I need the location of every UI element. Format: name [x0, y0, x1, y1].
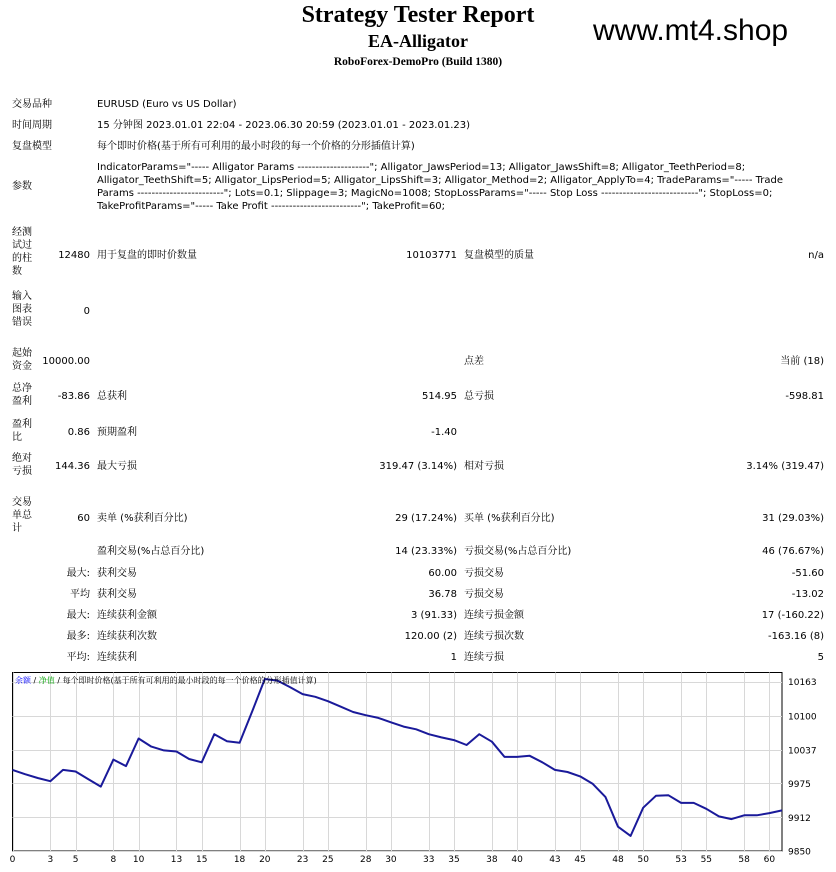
legend-part: / — [31, 676, 39, 685]
pf-label: 盈利比 — [12, 419, 32, 443]
server-build: RoboForex-DemoPro (Build 1380) — [333, 56, 503, 68]
reldd-value: 3.14% (319.47) — [746, 461, 824, 472]
absdd-label: 绝对亏损 — [12, 453, 32, 477]
cons-wins-amt-value: 3 (91.33) — [411, 610, 457, 621]
profit-trades-label: 盈利交易(%占总百分比) — [97, 546, 205, 557]
spread-label: 点差 — [464, 356, 484, 367]
netprofit-value: -83.86 — [57, 391, 90, 402]
avg-loss-label: 亏损交易 — [464, 589, 504, 600]
x-tick-label: 33 — [423, 855, 435, 865]
absdd-value: 144.36 — [55, 461, 90, 472]
pf-value: 0.86 — [67, 427, 90, 438]
netprofit-label: 总净盈利 — [12, 383, 32, 407]
spread-value: 当前 (18) — [780, 356, 824, 367]
long-label: 买单 (%获利百分比) — [464, 513, 555, 524]
max-prefix: 最大: — [66, 568, 90, 579]
errors-value: 0 — [83, 306, 90, 317]
loss-trades-label: 亏损交易(%占总百分比) — [464, 546, 572, 557]
ticks-value: 10103771 — [406, 250, 457, 261]
avg-cons-loss-value: 5 — [817, 652, 824, 663]
grossloss-label: 总亏损 — [464, 391, 494, 402]
model-value: 每个即时价格(基于所有可利用的最小时段的每一个价格的分形插值计算) — [97, 141, 415, 152]
cons-wins-amt-label: 连续获利金额 — [97, 610, 157, 621]
y-tick-label: 10163 — [788, 678, 817, 689]
x-tick-label: 58 — [738, 855, 750, 865]
bars-label: 经测试过的柱数 — [12, 227, 32, 277]
cons-loss-cnt-label: 连续亏损次数 — [464, 631, 524, 642]
y-tick-label: 9912 — [788, 813, 811, 824]
x-tick-label: 45 — [574, 855, 586, 865]
balance-chart — [9, 672, 831, 868]
x-tick-label: 50 — [637, 855, 649, 865]
short-label: 卖单 (%获利百分比) — [97, 513, 188, 524]
ticks-label: 用于复盘的即时价数量 — [97, 250, 197, 261]
x-tick-label: 20 — [259, 855, 271, 865]
site-watermark: www.mt4.shop — [593, 14, 789, 47]
x-tick-label: 25 — [322, 855, 334, 865]
max2-prefix: 最大: — [66, 610, 90, 621]
x-tick-label: 60 — [763, 855, 776, 865]
period-label: 时间周期 — [12, 120, 52, 131]
x-tick-label: 18 — [233, 855, 246, 865]
x-tick-label: 8 — [110, 855, 117, 865]
most-prefix: 最多: — [66, 631, 90, 642]
expert-name: EA-Alligator — [368, 31, 468, 51]
report-title: Strategy Tester Report — [301, 2, 535, 28]
deposit-label: 起始资金 — [12, 348, 32, 372]
cons-wins-cnt-label: 连续获利次数 — [97, 631, 157, 642]
cons-loss-amt-label: 连续亏损金额 — [464, 610, 524, 621]
legend-part: 余额 — [15, 676, 31, 685]
y-tick-label: 9975 — [788, 779, 811, 790]
y-tick-label: 9850 — [788, 847, 811, 858]
trades-value: 60 — [77, 513, 90, 524]
params-label: 参数 — [12, 181, 32, 192]
x-tick-label: 35 — [448, 855, 460, 865]
x-tick-label: 10 — [132, 855, 145, 865]
largest-loss-value: -51.60 — [791, 568, 824, 579]
reldd-label: 相对亏损 — [464, 461, 504, 472]
x-tick-label: 38 — [486, 855, 498, 865]
params-value: IndicatorParams="----- Alligator Params --------------------"; Alligator_JawsPeriod=13; Alligator_JawsShift=8; Alligator_TeethPeriod=8; Alligator_TeethShift=5; Alligator_LipsPeriod=5; Alligator_LipsShift=3; Alligator_Method=2; Alligator_ApplyTo=4; TradeParams="----- Trade Params ------------------------"; Lots=0.1; Slippage=3; MagicNo=1008; StopLossParams="----- Stop Loss ---------------------------"; StopLoss=0; TakeProfitParams="----- Take Profit -------------------------"; TakeProfit=60; — [97, 162, 784, 212]
legend-part: 净值 — [38, 676, 55, 685]
avg-prefix: 平均 — [70, 589, 90, 600]
avg-cons-loss-label: 连续亏损 — [464, 652, 504, 663]
model-label: 复盘模型 — [12, 141, 52, 152]
bars-value: 12480 — [58, 250, 90, 261]
avg-cons-wins-value: 1 — [450, 652, 457, 663]
cons-loss-amt-value: 17 (-160.22) — [761, 610, 824, 621]
x-tick-label: 23 — [296, 855, 309, 865]
avg-profit-label: 获利交易 — [97, 589, 137, 600]
x-tick-label: 13 — [170, 855, 183, 865]
avg-profit-value: 36.78 — [428, 589, 457, 600]
payoff-value: -1.40 — [431, 427, 457, 438]
x-tick-label: 53 — [675, 855, 687, 865]
deposit-value: 10000.00 — [42, 356, 90, 367]
maxdd-label: 最大亏损 — [97, 461, 137, 472]
x-tick-label: 40 — [511, 855, 523, 865]
grossloss-value: -598.81 — [785, 391, 824, 402]
chart-legend — [15, 675, 317, 685]
legend-part: / 每个即时价格(基于所有可利用的最小时段的每一个价格的分形插值计算) — [54, 676, 317, 685]
payoff-label: 预期盈利 — [97, 427, 137, 438]
grossprofit-label: 总获利 — [97, 391, 127, 402]
trades-label: 交易单总计 — [12, 497, 32, 534]
x-tick-label: 15 — [195, 855, 208, 865]
grossprofit-value: 514.95 — [422, 391, 457, 402]
cons-wins-cnt-value: 120.00 (2) — [404, 631, 457, 642]
symbol-label: 交易品种 — [12, 99, 52, 110]
profit-trades-value: 14 (23.33%) — [395, 546, 457, 557]
avg-cons-wins-label: 连续获利 — [97, 652, 137, 663]
avg2-prefix: 平均: — [66, 652, 90, 663]
largest-profit-value: 60.00 — [428, 568, 457, 579]
short-value: 29 (17.24%) — [395, 513, 457, 524]
largest-profit-label: 获利交易 — [97, 568, 137, 579]
quality-label: 复盘模型的质量 — [464, 250, 534, 261]
x-tick-label: 3 — [47, 855, 54, 865]
period-value: 15 分钟图 2023.01.01 22:04 - 2023.06.30 20:59 (2023.01.01 - 2023.01.23) — [97, 120, 471, 131]
largest-loss-label: 亏损交易 — [464, 568, 504, 579]
avg-loss-value: -13.02 — [791, 589, 824, 600]
x-tick-label: 48 — [612, 855, 624, 865]
y-tick-label: 10100 — [788, 712, 817, 723]
x-tick-label: 5 — [72, 855, 79, 865]
x-tick-label: 55 — [700, 855, 713, 865]
long-value: 31 (29.03%) — [762, 513, 824, 524]
cons-loss-cnt-value: -163.16 (8) — [768, 631, 824, 642]
x-tick-label: 30 — [385, 855, 397, 865]
x-tick-label: 28 — [359, 855, 372, 865]
symbol-value: EURUSD (Euro vs US Dollar) — [97, 99, 237, 110]
errors-label: 输入图表错误 — [12, 291, 32, 328]
maxdd-value: 319.47 (3.14%) — [379, 461, 457, 472]
loss-trades-value: 46 (76.67%) — [762, 546, 824, 557]
quality-value: n/a — [808, 250, 824, 261]
x-tick-label: 43 — [549, 855, 561, 865]
y-tick-label: 10037 — [788, 746, 817, 757]
x-tick-label: 0 — [9, 855, 16, 865]
balance-chart-svg — [9, 672, 831, 868]
